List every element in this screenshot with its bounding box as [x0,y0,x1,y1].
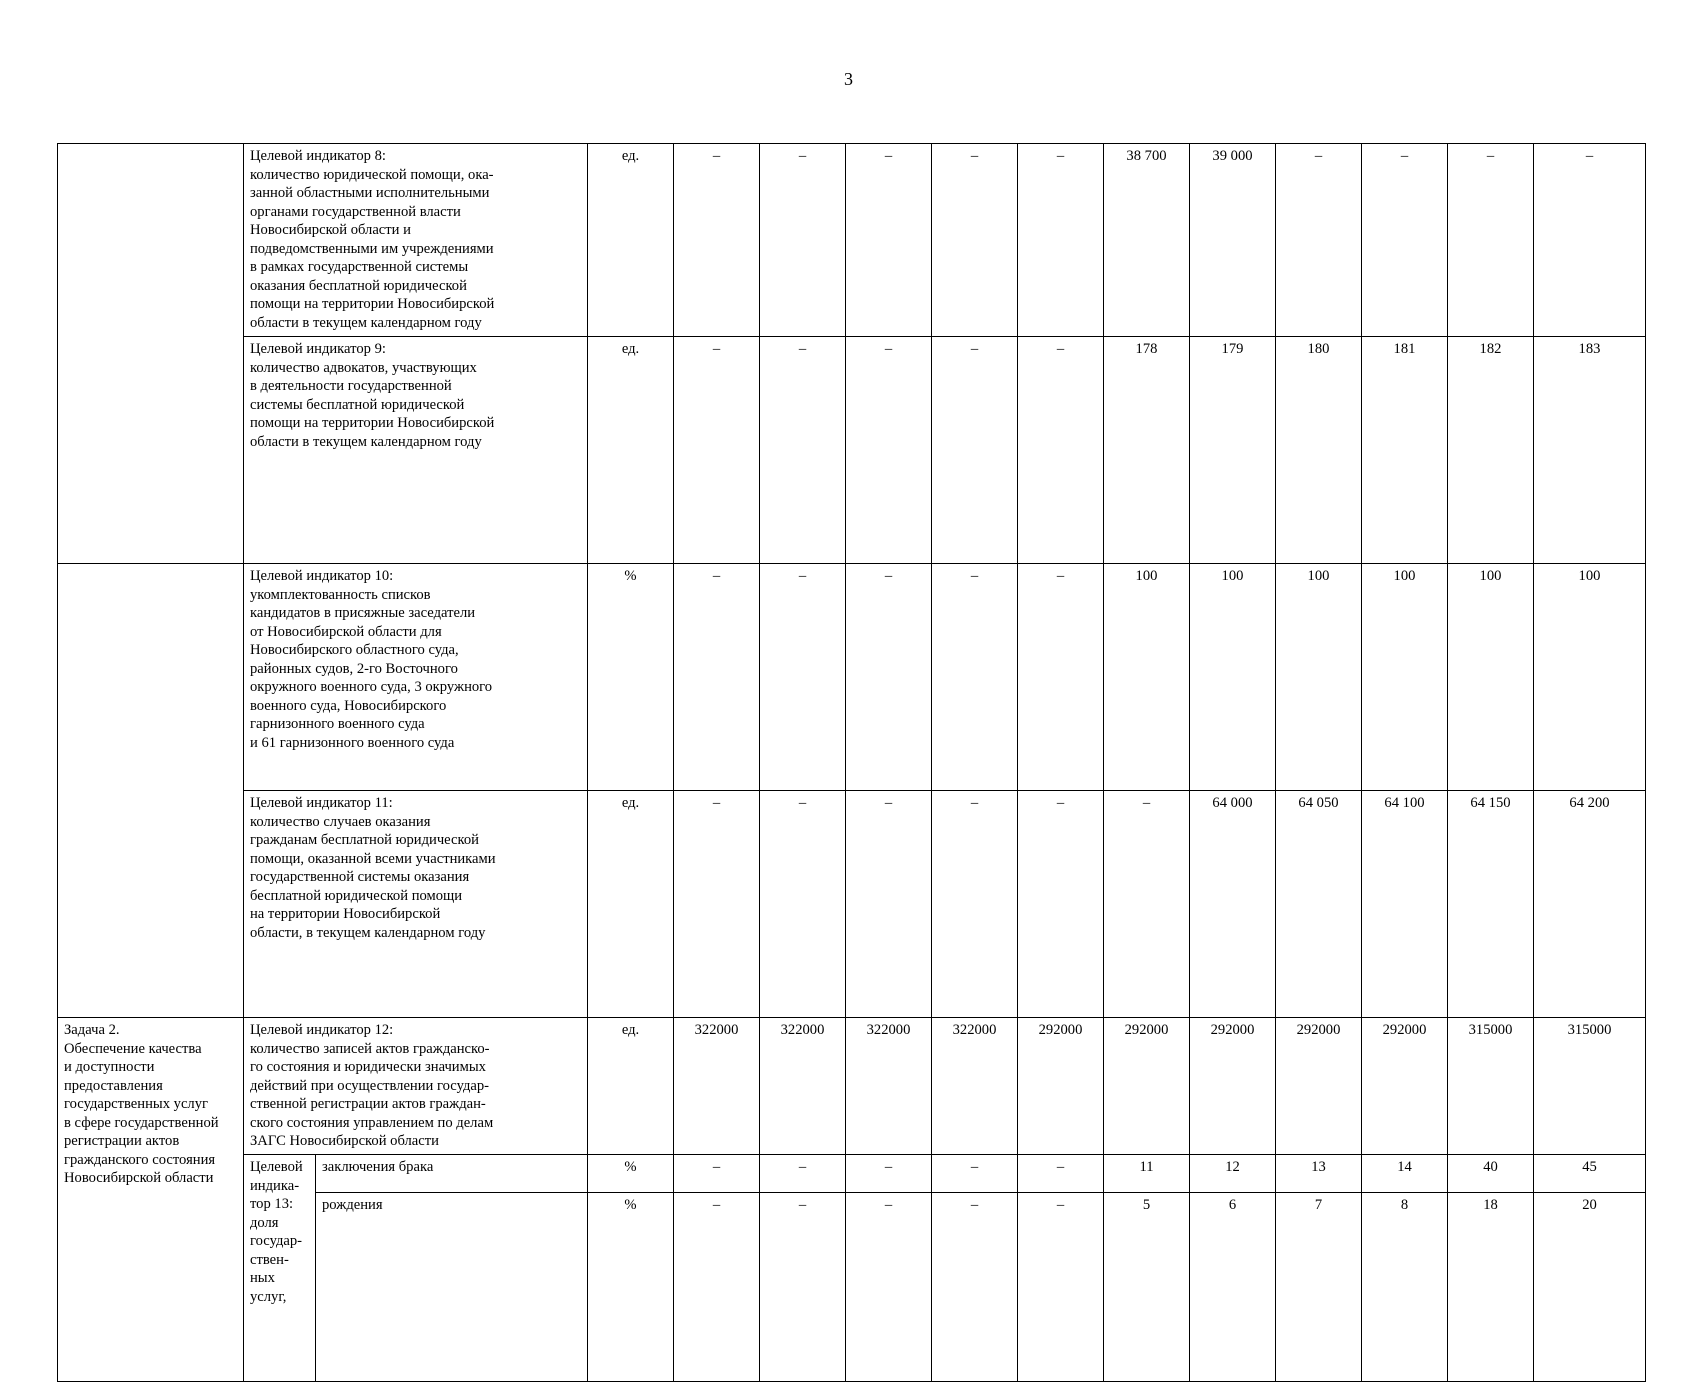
value-cell: – [1018,564,1104,791]
value-cell: – [846,337,932,564]
value-cell: 292000 [1018,1018,1104,1155]
value-cell: – [1018,337,1104,564]
indicator13-label: Целевой индика- тор 13: доля государ- ствен- ных услуг, [244,1155,316,1382]
value-cell: 315000 [1448,1018,1534,1155]
value-cell: – [846,144,932,337]
value-cell: – [846,791,932,1018]
value-cell: 6 [1190,1193,1276,1382]
value-cell: 322000 [674,1018,760,1155]
value-cell: – [1018,791,1104,1018]
value-cell: 100 [1104,564,1190,791]
value-cell: – [674,337,760,564]
value-cell: – [760,1193,846,1382]
indicator-description: Целевой индикатор 10: укомплектованность списков кандидатов в присяжные заседатели от Новосибирской области для Новосибирского областного суда, районных судов, 2-го Восточного окружного военного суда, 3 окружного военного суда, Новосибирского гарнизонного военного суда и 61 гарнизонного военного суда [244,564,588,791]
unit-cell: ед. [588,337,674,564]
unit-cell: ед. [588,791,674,1018]
value-cell: – [932,1193,1018,1382]
table-row [58,144,1646,337]
indicator-description: Целевой индикатор 9: количество адвокатов, участвующих в деятельности государственной системы бесплатной юридической помощи на территории Новосибирской области в текущем календарном году [244,337,588,564]
unit-cell: % [588,564,674,791]
value-cell: 322000 [846,1018,932,1155]
value-cell: 100 [1190,564,1276,791]
value-cell: 292000 [1104,1018,1190,1155]
value-cell: 182 [1448,337,1534,564]
sub-indicator-name: рождения [316,1193,588,1382]
value-cell: 292000 [1362,1018,1448,1155]
value-cell: 64 000 [1190,791,1276,1018]
value-cell: 64 150 [1448,791,1534,1018]
value-cell: – [1018,1155,1104,1193]
value-cell: 180 [1276,337,1362,564]
value-cell: 64 100 [1362,791,1448,1018]
value-cell: – [760,144,846,337]
value-cell: 100 [1362,564,1448,791]
task-label: Задача 2. Обеспечение качества и доступности предоставления государственных услуг в сфере государственной регистрации актов гражданского состояния Новосибирской области [58,1018,244,1382]
value-cell: – [846,1193,932,1382]
value-cell: – [932,337,1018,564]
table-row [58,564,1646,791]
value-cell: 14 [1362,1155,1448,1193]
value-cell: – [846,1155,932,1193]
value-cell: – [1448,144,1534,337]
value-cell: – [932,1155,1018,1193]
value-cell: 100 [1534,564,1646,791]
value-cell: – [1534,144,1646,337]
value-cell: – [674,144,760,337]
page-number: 3 [844,69,853,89]
task-cell-empty [58,564,244,1018]
indicator-description: Целевой индикатор 12: количество записей актов гражданско- го состояния и юридически значимых действий при осуществлении государ- ственной регистрации актов граждан- ского состояния управлением по делам ЗАГС Новосибирской области [244,1018,588,1155]
value-cell: – [760,337,846,564]
value-cell: 45 [1534,1155,1646,1193]
value-cell: 100 [1448,564,1534,791]
value-cell: – [674,564,760,791]
indicator-description: Целевой индикатор 11: количество случаев оказания гражданам бесплатной юридической помощи, оказанной всеми участниками государственной системы оказания бесплатной юридической помощи на территории Новосибирской области, в текущем календарном году [244,791,588,1018]
value-cell: – [760,791,846,1018]
value-cell: 18 [1448,1193,1534,1382]
value-cell: 38 700 [1104,144,1190,337]
value-cell: – [846,564,932,791]
indicator-description: Целевой индикатор 8: количество юридической помощи, ока- занной областными исполнительными органами государственной власти Новосибирской области и подведомственными им учреждениями в рамках государственной системы оказания бесплатной юридической помощи на территории Новосибирской области в текущем календарном году [244,144,588,337]
value-cell: 292000 [1190,1018,1276,1155]
value-cell: – [674,791,760,1018]
sub-indicator-name: заключения брака [316,1155,588,1193]
value-cell: – [674,1155,760,1193]
value-cell: 178 [1104,337,1190,564]
unit-cell: % [588,1155,674,1193]
unit-cell: ед. [588,1018,674,1155]
value-cell: 39 000 [1190,144,1276,337]
unit-cell: % [588,1193,674,1382]
target-indicators-table [57,143,1646,1382]
value-cell: – [1276,144,1362,337]
value-cell: – [674,1193,760,1382]
value-cell: – [932,564,1018,791]
value-cell: – [932,144,1018,337]
value-cell: – [1018,1193,1104,1382]
value-cell: 292000 [1276,1018,1362,1155]
value-cell: 64 050 [1276,791,1362,1018]
value-cell: 322000 [760,1018,846,1155]
value-cell: 5 [1104,1193,1190,1382]
value-cell: – [932,791,1018,1018]
value-cell: – [1104,791,1190,1018]
value-cell: 179 [1190,337,1276,564]
unit-cell: ед. [588,144,674,337]
value-cell: 322000 [932,1018,1018,1155]
value-cell: 13 [1276,1155,1362,1193]
table-row [58,1018,1646,1155]
value-cell: 12 [1190,1155,1276,1193]
table-row [58,337,1646,564]
value-cell: – [760,1155,846,1193]
value-cell: 20 [1534,1193,1646,1382]
value-cell: 315000 [1534,1018,1646,1155]
value-cell: 100 [1276,564,1362,791]
value-cell: 181 [1362,337,1448,564]
table-row [58,791,1646,1018]
table-row [58,1155,1646,1193]
task-cell-empty [58,144,244,564]
value-cell: – [1018,144,1104,337]
value-cell: 64 200 [1534,791,1646,1018]
value-cell: 7 [1276,1193,1362,1382]
value-cell: 183 [1534,337,1646,564]
value-cell: – [1362,144,1448,337]
value-cell: 11 [1104,1155,1190,1193]
value-cell: 8 [1362,1193,1448,1382]
value-cell: – [760,564,846,791]
value-cell: 40 [1448,1155,1534,1193]
